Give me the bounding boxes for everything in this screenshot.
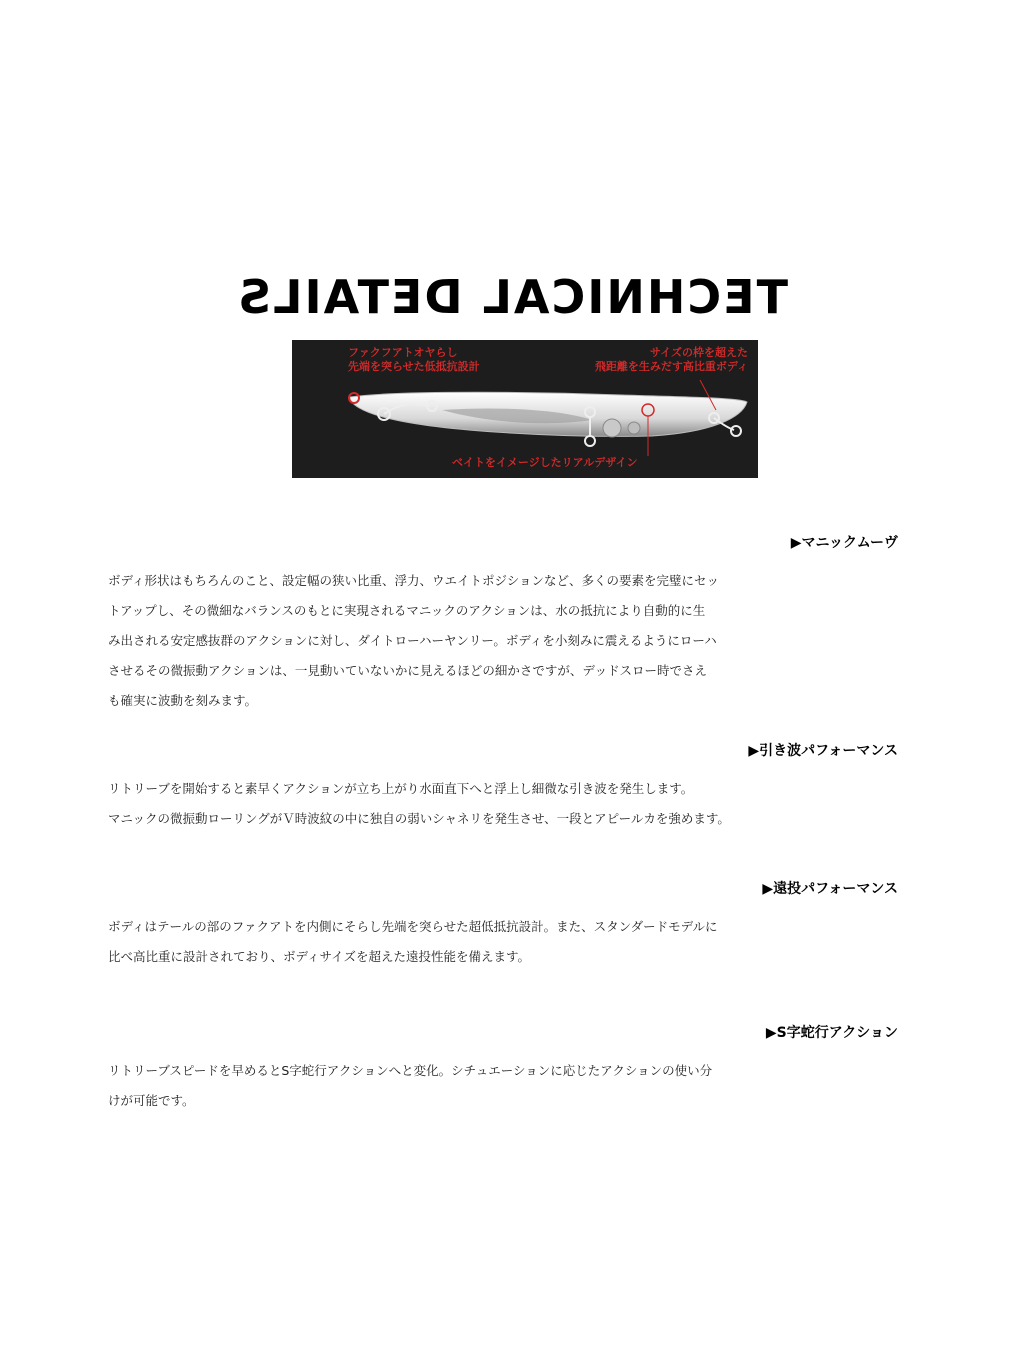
section-body xyxy=(108,774,898,834)
callout-top-right-line2: 飛距離を生みだす高比重ボディ xyxy=(594,360,748,373)
section-heading: ▶引き波パフォーマンス xyxy=(748,743,898,759)
section-heading: ▶マニックムーヴ xyxy=(790,535,898,551)
page-title: TECHNICAL DETAILS xyxy=(236,270,788,324)
callout-top-left-line1: ファクフアトオヤらし xyxy=(348,346,458,359)
section-body xyxy=(108,1056,898,1116)
section-manic-move xyxy=(108,532,898,716)
callout-top-right xyxy=(595,346,748,374)
section-wake-performance xyxy=(108,740,898,834)
callout-top-left xyxy=(348,346,480,374)
body-line: ボディ形状はもちろんのこと、設定幅の狭い比重、浮力、ウエイトポジションなど、多くの要素を完璧にセッ xyxy=(108,573,719,588)
body-line: リトリーブスピードを早めるとS字蛇行アクションへと変化。シチュエーションに応じたアクションの使い分 xyxy=(108,1063,713,1078)
section-casting-performance xyxy=(108,878,898,972)
body-line: マニックの微振動ローリングがＶ時波紋の中に独自の弱いシャネリを発生させ、一段とアピールカを強めます。 xyxy=(108,811,730,826)
body-line: も確実に波動を刻みます。 xyxy=(108,693,258,708)
callout-bottom: ベイトをイメージしたリアルデザイン xyxy=(452,456,638,469)
callout-top-right-line1: サイズの枠を超えた xyxy=(649,346,748,359)
body-line: み出される安定感抜群のアクションに対し、ダイトローハーヤンリー。ボディを小刻みに震えるようにローハ xyxy=(108,633,717,648)
body-line: リトリーブを開始すると素早くアクションが立ち上がり水面直下へと浮上し細微な引き波を発生します。 xyxy=(108,781,694,796)
body-line: 比べ高比重に設計されており、ボディサイズを超えた遠投性能を備えます。 xyxy=(108,949,531,964)
section-body xyxy=(108,566,898,716)
body-line: トアップし、その微細なバランスのもとに実現されるマニックのアクションは、水の抵抗により自動的に生 xyxy=(108,603,706,618)
section-s-action xyxy=(108,1022,898,1116)
body-line: けが可能です。 xyxy=(108,1093,195,1108)
lure-diagram xyxy=(292,340,758,478)
body-line: させるその微振動アクションは、一見動いていないかに見えるほどの細かさですが、デッドスロー時でさえ xyxy=(108,663,708,678)
body-line: ボディはテールの部のファクアトを内側にそらし先端を突らせた超低抵抗設計。また、スタンダードモデルに xyxy=(108,919,718,934)
section-heading: ▶S字蛇行アクション xyxy=(765,1025,898,1041)
section-heading: ▶遠投パフォーマンス xyxy=(762,881,898,897)
section-body xyxy=(108,912,898,972)
callout-top-left-line2: 先端を突らせた低抵抗設計 xyxy=(348,360,480,373)
